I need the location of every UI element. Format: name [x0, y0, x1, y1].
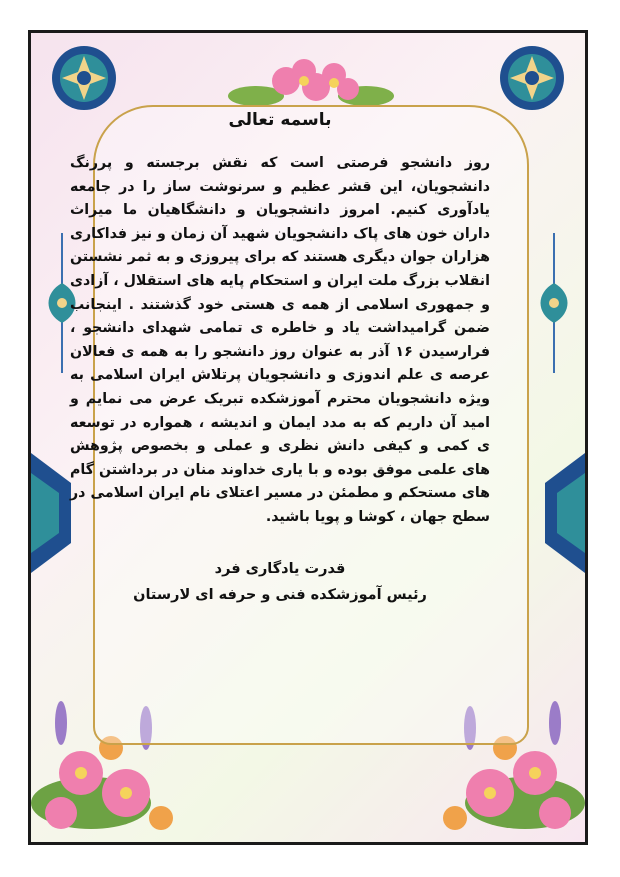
side-arabesque-icon: [531, 233, 577, 373]
signature-name: قدرت یادگاری فرد: [214, 560, 346, 577]
letter-content: [70, 110, 490, 608]
signature-title: رئیس آموزشکده فنی و حرفه ای لارستان: [133, 586, 427, 603]
side-tile-band-icon: [31, 453, 71, 573]
signature-block: [70, 556, 490, 608]
letter-body: روز دانشجو فرصتی است که نقش برجسته و پررنگ دانشجویان، این قشر عظیم و سرنوشت ساز را در جامعه یادآوری کنیم. امروز دانشجویان و دانشگاهیان ما میراث داران خون های پاک دانشجویان شهید آن زمان و نیز فداکاری هزاران جوان دیگری هستند که برای پیروزی و به ثمر نشستن انقلاب بزرگ ملت ایران و استحکام پایه های استقلال ، آزادی و جمهوری اسلامی از همه ی هستی خود گذشتند . اینجانب ضمن گرامیداشت یاد و خاطره ی تمامی شهدای دانشجو ، فرارسیدن ۱۶ آذر به عنوان روز دانشجو را به همه ی فعالان عرصه ی علم اندوزی و دانشجویان پرتلاش ایران اسلامی به ویژه دانشجویان محترم آموزشکده تبریک عرض می نمایم و امید آن داریم که به مدد ایمان و اندیشه ، همواره در توسعه ی کمی و کیفی دانش نظری و عملی و بخصوص پژوهش های علمی موفق بوده و با یاری خداوند منان در برداشتن گام های مستحکم و مطمئن در مسیر اعتلای نام ایران اسلامی در سطح جهان ، کوشا و پویا باشید.: [70, 155, 490, 525]
letter-title: باسمه تعالی: [228, 110, 332, 130]
islamic-tile-medallion-icon: [497, 43, 567, 113]
islamic-tile-medallion-icon: [49, 43, 119, 113]
side-tile-band-icon: [545, 453, 585, 573]
